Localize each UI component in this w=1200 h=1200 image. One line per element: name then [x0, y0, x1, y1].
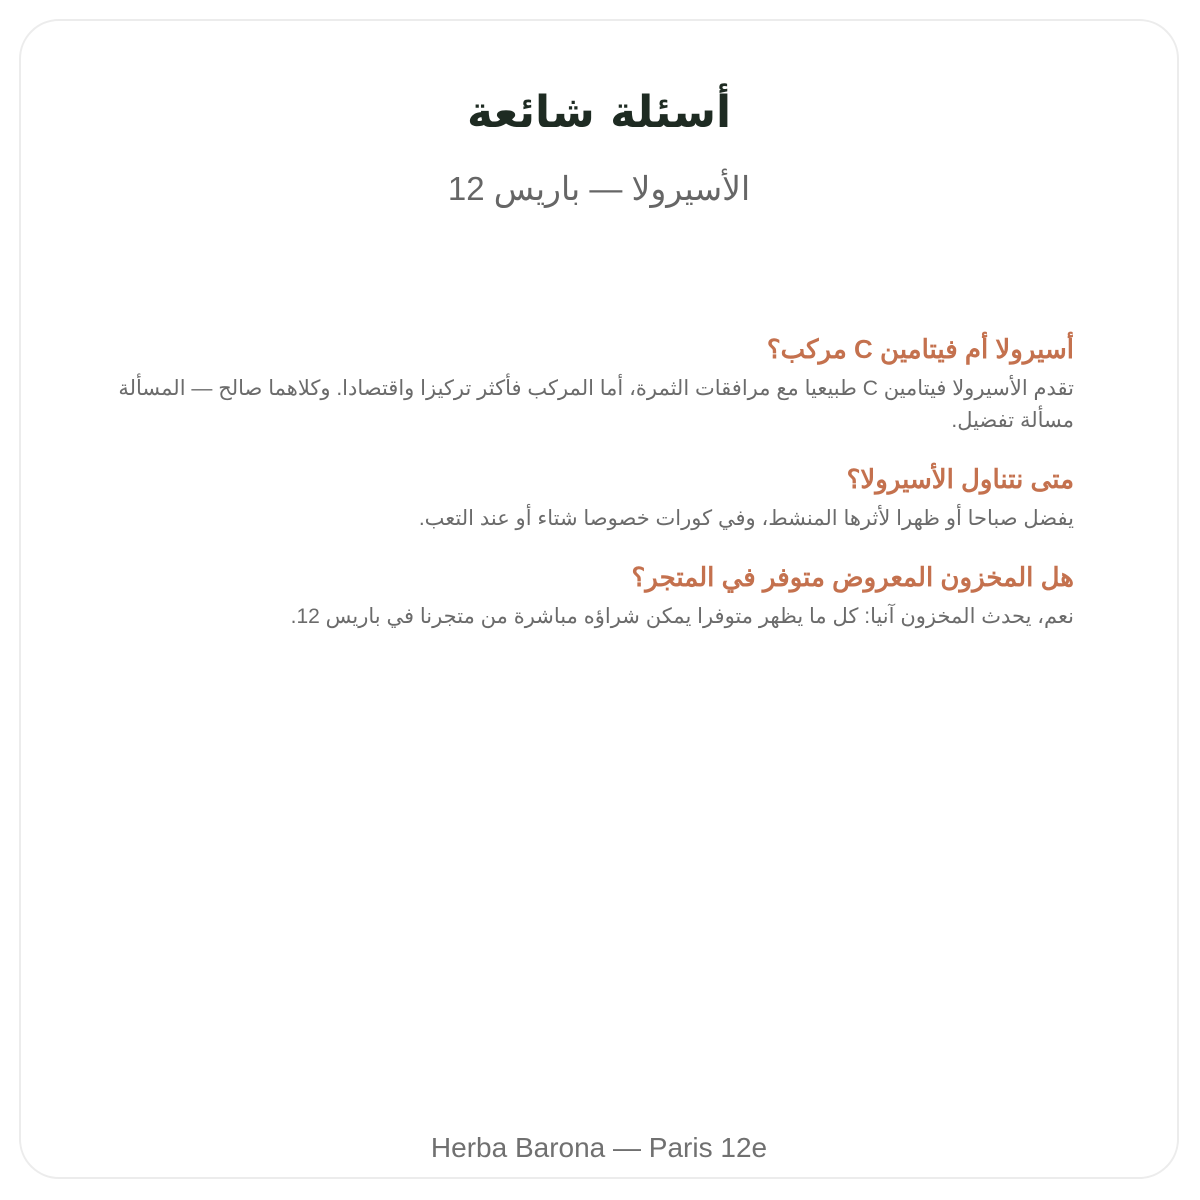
page-subtitle: الأسيرولا — باريس 12	[447, 170, 751, 207]
faq-answer: يفضل صباحا أو ظهرا لأثرها المنشط، وفي كورات خصوصا شتاء أو عند التعب.	[418, 507, 1074, 530]
faq-card	[19, 19, 1179, 1179]
faq-item	[109, 559, 1074, 633]
faq-list	[109, 331, 1074, 657]
faq-answer: نعم، يحدث المخزون آنيا: كل ما يظهر متوفرا يمكن شراؤه مباشرة من متجرنا في باريس 12.	[290, 605, 1074, 628]
page-title: أسئلة شائعة	[466, 87, 732, 138]
faq-question: أسيرولا أم فيتامين C مركب؟	[766, 334, 1074, 364]
faq-answer: تقدم الأسيرولا فيتامين C طبيعيا مع مرافقات الثمرة، أما المركب فأكثر تركيزا واقتصادا. وكلاهما صالح — المسألة مسألة تفضيل.	[118, 377, 1074, 432]
footer-brand: Herba Barona — Paris 12e	[430, 1132, 768, 1163]
faq-question: متى نتناول الأسيرولا؟	[846, 464, 1074, 494]
faq-item	[109, 461, 1074, 535]
faq-item	[109, 331, 1074, 437]
faq-question: هل المخزون المعروض متوفر في المتجر؟	[631, 562, 1074, 592]
